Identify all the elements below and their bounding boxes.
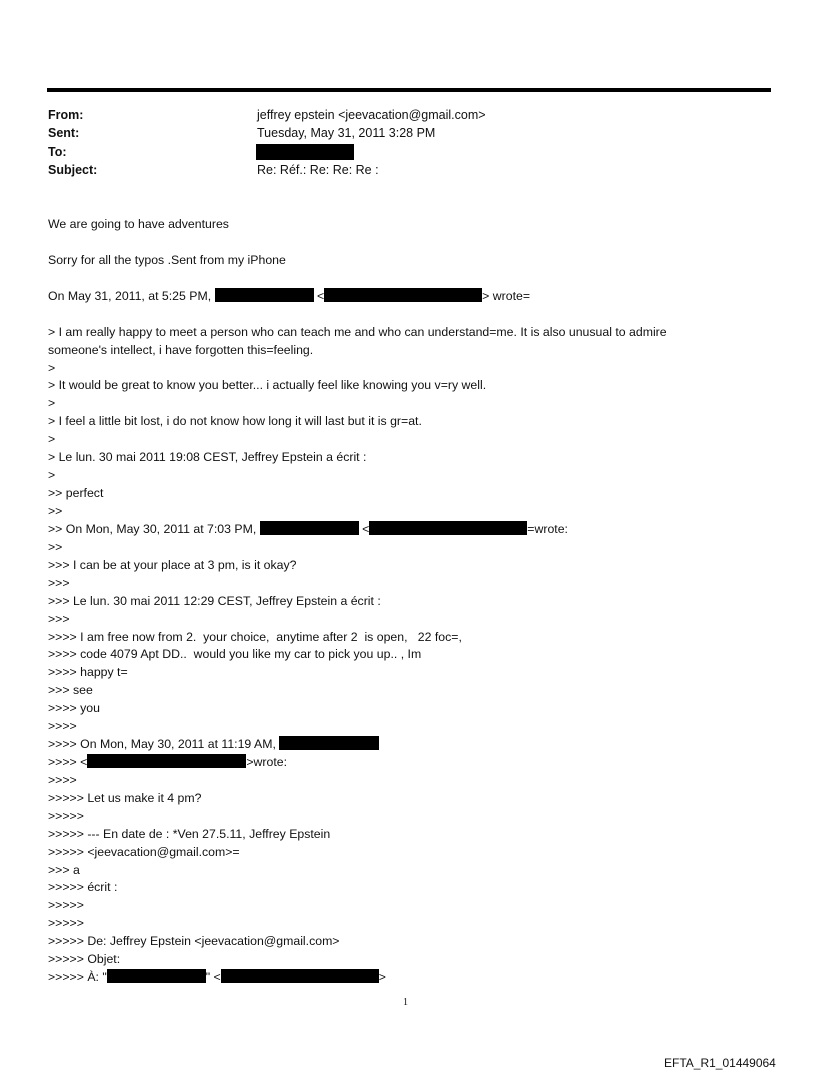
quote-header-line — [48, 969, 386, 985]
body-line: >>>> happy t= — [48, 665, 128, 679]
quote-header-text: >wrote: — [246, 755, 287, 769]
quote-header-text: >> On Mon, May 30, 2011 at 7:03 PM, — [48, 522, 257, 536]
body-line: >>> Le lun. 30 mai 2011 12:29 CEST, Jeffrey Epstein a écrit : — [48, 594, 381, 608]
page-number: 1 — [403, 997, 408, 1008]
sender-name-redaction — [215, 288, 314, 302]
body-line: Sorry for all the typos .Sent from my iPhone — [48, 253, 286, 267]
sender-email-redaction — [324, 288, 482, 302]
quote-header-line — [48, 288, 530, 304]
quote-header-text: > wrote= — [482, 289, 531, 303]
quote-header-text: On May 31, 2011, at 5:25 PM, — [48, 289, 212, 303]
quote-header-text: >>>> < — [48, 755, 88, 769]
body-line: >>>>> De: Jeffrey Epstein <jeevacation@gmail.com> — [48, 934, 340, 948]
body-line: >>>>> — [48, 916, 84, 930]
body-line: > — [48, 468, 56, 482]
quote-header-text: < — [316, 289, 325, 303]
sender-name-redaction — [260, 521, 359, 535]
body-line: > — [48, 396, 56, 410]
sent-value: Tuesday, May 31, 2011 3:28 PM — [257, 126, 436, 140]
body-line: > It would be great to know you better... i actually feel like knowing you v=ry well. — [48, 378, 487, 392]
sent-label: Sent: — [48, 126, 80, 140]
body-line: >>> a — [48, 863, 80, 877]
subject-value: Re: Réf.: Re: Re: Re : — [257, 163, 379, 177]
body-line: >>>> — [48, 719, 77, 733]
body-line: >>>>> Objet: — [48, 952, 121, 966]
body-line: We are going to have adventures — [48, 217, 229, 231]
body-line: >>> — [48, 576, 70, 590]
body-line: >>> I can be at your place at 3 pm, is it okay? — [48, 558, 297, 572]
body-line: >>>>> --- En date de : *Ven 27.5.11, Jeffrey Epstein — [48, 827, 331, 841]
body-line: >>>> code 4079 Apt DD.. would you like my car to pick you up.. , Im — [48, 647, 422, 661]
body-line: >> — [48, 540, 63, 554]
body-line: >>>>> <jeevacation@gmail.com>= — [48, 845, 240, 859]
quote-header-line — [48, 754, 287, 770]
body-line: >>>>> — [48, 898, 84, 912]
to-redaction — [256, 144, 354, 160]
quote-header-text: < — [362, 522, 370, 536]
quote-header-text: >>>>> À: " — [48, 970, 107, 984]
header-rule — [47, 88, 771, 92]
body-line: >>>>> — [48, 809, 84, 823]
body-line: >>>> you — [48, 701, 100, 715]
quote-header-text: =wrote: — [527, 522, 568, 536]
sender-email-redaction — [369, 521, 527, 535]
recipient-name-redaction — [107, 969, 206, 983]
document-id: EFTA_R1_01449064 — [664, 1056, 776, 1070]
body-line: >> — [48, 504, 63, 518]
body-line: > I feel a little bit lost, i do not know how long it will last but it is gr=at. — [48, 414, 422, 428]
sender-name-redaction — [279, 736, 379, 750]
body-line: > Le lun. 30 mai 2011 19:08 CEST, Jeffrey Epstein a écrit : — [48, 450, 367, 464]
body-line: >> perfect — [48, 486, 104, 500]
quote-header-line — [48, 521, 568, 537]
body-line: >>>> — [48, 773, 77, 787]
sender-email-redaction — [87, 754, 246, 768]
body-line: >>> see — [48, 683, 93, 697]
body-line: >>>> I am free now from 2. your choice, anytime after 2 is open, 22 foc=, — [48, 630, 462, 644]
body-line: someone's intellect, i have forgotten this=feeling. — [48, 343, 314, 357]
body-line: > I am really happy to meet a person who can teach me and who can understand=me. It is also unusual to admire — [48, 325, 667, 339]
quote-header-text: > — [378, 970, 386, 984]
to-label: To: — [48, 145, 67, 159]
from-value: jeffrey epstein <jeevacation@gmail.com> — [257, 108, 486, 122]
quote-header-text: >>>> On Mon, May 30, 2011 at 11:19 AM, — [48, 737, 276, 751]
quote-header-text: " < — [205, 970, 221, 984]
body-line: >>>>> Let us make it 4 pm? — [48, 791, 202, 805]
body-line: >>> — [48, 612, 70, 626]
body-line: > — [48, 361, 56, 375]
subject-label: Subject: — [48, 163, 98, 177]
from-label: From: — [48, 108, 84, 122]
body-line: > — [48, 432, 56, 446]
recipient-email-redaction — [221, 969, 379, 983]
quote-header-line — [48, 736, 379, 752]
body-line: >>>>> écrit : — [48, 880, 118, 894]
